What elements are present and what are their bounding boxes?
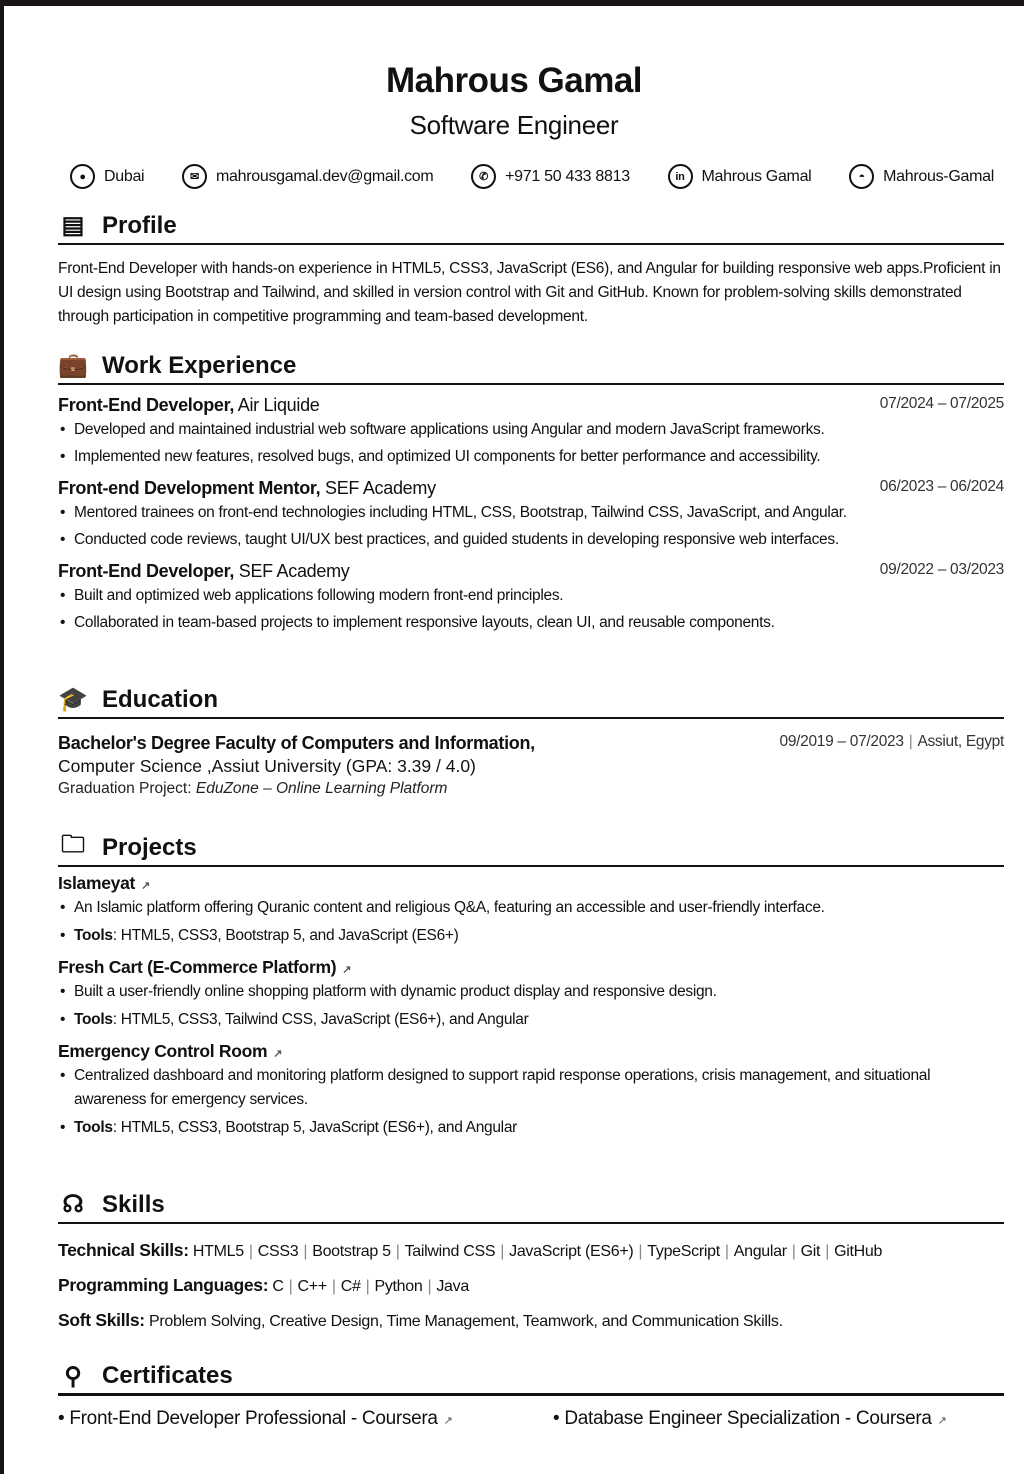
skill-item: C bbox=[272, 1278, 284, 1295]
degree: Bachelor's Degree Faculty of Computers and Information, bbox=[58, 733, 535, 753]
job-title: Front-end Development Mentor, bbox=[58, 478, 321, 498]
tools-value: : HTML5, CSS3, Bootstrap 5, and JavaScript (ES6+) bbox=[112, 927, 459, 944]
job-entry bbox=[58, 478, 1004, 553]
contact-email[interactable]: ✉ mahrousgamal.dev@gmail.com bbox=[182, 164, 433, 189]
skill-item: Git bbox=[800, 1243, 821, 1260]
job-bullet: • Implemented new features, resolved bugs, and optimized UI components for better performance and accessibility. bbox=[58, 443, 1004, 470]
graduation-project-label: Graduation Project: bbox=[58, 780, 192, 797]
project-name[interactable]: Islameyat bbox=[58, 873, 136, 893]
project-entry bbox=[58, 1041, 1004, 1141]
skill-item: TypeScript bbox=[647, 1243, 720, 1260]
project-name[interactable]: Fresh Cart (E-Commerce Platform) bbox=[58, 957, 337, 977]
work-section bbox=[58, 351, 1004, 636]
certificate-icon: ⚲ bbox=[64, 1362, 82, 1390]
skill-label: Programming Languages: bbox=[58, 1275, 269, 1295]
project-tools bbox=[58, 922, 1004, 949]
projects-section bbox=[58, 833, 1004, 1141]
external-link-icon[interactable]: ↗ bbox=[273, 1048, 283, 1060]
linkedin-icon: in bbox=[668, 164, 693, 189]
job-title: Front-End Developer, bbox=[58, 561, 235, 581]
separator: | bbox=[303, 1243, 308, 1260]
external-link-icon[interactable]: ↗ bbox=[937, 1415, 947, 1427]
folder-icon: 🗀 bbox=[61, 831, 85, 858]
tools-value: : HTML5, CSS3, Tailwind CSS, JavaScript (ES6+), and Angular bbox=[112, 1011, 529, 1028]
job-dates: 07/2024 – 07/2025 bbox=[879, 395, 1004, 412]
company: SEF Academy bbox=[325, 478, 436, 498]
tools-label: Tools bbox=[74, 1119, 113, 1136]
section-heading: Certificates bbox=[102, 1362, 233, 1389]
skill-label: Soft Skills: bbox=[58, 1310, 145, 1330]
section-heading: Profile bbox=[102, 211, 177, 239]
project-name[interactable]: Emergency Control Room bbox=[58, 1041, 268, 1061]
job-entry bbox=[58, 561, 1004, 636]
profile-text: Front-End Developer with hands-on experience in HTML5, CSS3, JavaScript (ES6), and Angular for building responsive web apps.Proficient in UI design using Bootstrap and Tailwind, and skilled in version control with Git and GitHub. Known for problem-solving skills demonstrated through participation in competitive programming and team-based development. bbox=[58, 260, 1001, 325]
project-tools bbox=[58, 1114, 1004, 1141]
graduation-project: EduZone – Online Learning Platform bbox=[195, 780, 448, 797]
skill-item: Tailwind CSS bbox=[404, 1243, 496, 1260]
separator: | bbox=[365, 1278, 370, 1295]
education-section: 🎓 Education Bachelor's Degree Faculty of Computers and Information, 09/2019 – 07/2023 | Assiut, Egypt Computer Science ,Assiut University (GPA: 3.39 / 4.0) Graduation Project: EduZone – Online Learning Platform bbox=[58, 685, 1004, 797]
job-bullet: • Collaborated in team-based projects to implement responsive layouts, clean UI, and reusable components. bbox=[58, 609, 1004, 636]
skill-item: Python bbox=[374, 1278, 423, 1295]
certificates-section bbox=[58, 1362, 1004, 1430]
section-heading: Projects bbox=[102, 833, 197, 861]
company: Air Liquide bbox=[237, 395, 320, 415]
contact-linkedin[interactable]: in Mahrous Gamal bbox=[668, 164, 812, 189]
certificate-item[interactable]: • Database Engineer Specialization - Coursera ↗ bbox=[553, 1408, 947, 1429]
tools-label: Tools bbox=[74, 1011, 113, 1028]
contact-github[interactable]: ◓ Mahrous-Gamal bbox=[849, 164, 994, 189]
skill-values: Problem Solving, Creative Design, Time Management, Teamwork, and Communication Skills. bbox=[149, 1313, 783, 1330]
section-heading: Skills bbox=[102, 1190, 165, 1218]
project-entry bbox=[58, 873, 1004, 949]
separator: | bbox=[331, 1278, 336, 1295]
briefcase-icon: 💼 bbox=[58, 352, 88, 379]
separator: | bbox=[248, 1243, 253, 1260]
separator: | bbox=[395, 1243, 400, 1260]
tools-label: Tools bbox=[74, 927, 113, 944]
location-icon: ● bbox=[70, 164, 95, 189]
separator: | bbox=[500, 1243, 505, 1260]
contact-bar bbox=[70, 164, 994, 189]
project-bullet: • An Islamic platform offering Quranic content and religious Q&A, featuring an accessible and user-friendly interface. bbox=[58, 896, 1004, 920]
contact-phone[interactable]: ✆ +971 50 433 8813 bbox=[471, 164, 630, 189]
brain-icon: ☊ bbox=[62, 1191, 84, 1218]
external-link-icon[interactable]: ↗ bbox=[443, 1415, 453, 1427]
skills-section bbox=[58, 1190, 1004, 1345]
profile-section bbox=[58, 211, 1004, 329]
major: Computer Science ,Assiut University (GPA: 3.39 / 4.0) bbox=[58, 756, 476, 776]
skill-item: GitHub bbox=[834, 1243, 883, 1260]
job-dates: 09/2022 – 03/2023 bbox=[879, 561, 1004, 578]
job-title: Front-End Developer, bbox=[58, 395, 235, 415]
id-card-icon: ▤ bbox=[61, 212, 85, 239]
certificate-item[interactable]: • Front-End Developer Professional - Coursera ↗ bbox=[58, 1408, 453, 1429]
external-link-icon[interactable]: ↗ bbox=[342, 964, 352, 976]
programming-languages bbox=[58, 1275, 1004, 1296]
skill-item: Angular bbox=[733, 1243, 787, 1260]
job-entry bbox=[58, 395, 1004, 470]
separator: | bbox=[724, 1243, 729, 1260]
soft-skills bbox=[58, 1310, 1004, 1331]
skill-item: C# bbox=[340, 1278, 361, 1295]
separator: | bbox=[825, 1243, 830, 1260]
phone-icon: ✆ bbox=[471, 164, 496, 189]
skill-item: C++ bbox=[297, 1278, 327, 1295]
job-dates: 06/2023 – 06/2024 bbox=[879, 478, 1004, 495]
project-tools bbox=[58, 1006, 1004, 1033]
skill-item: CSS3 bbox=[257, 1243, 299, 1260]
project-bullet: • Built a user-friendly online shopping platform with dynamic product display and responsive design. bbox=[58, 980, 1004, 1004]
external-link-icon[interactable]: ↗ bbox=[141, 880, 150, 892]
job-bullet: • Conducted code reviews, taught UI/UX best practices, and guided students in developing responsive web interfaces. bbox=[58, 526, 1004, 553]
separator: | bbox=[791, 1243, 796, 1260]
section-heading: Work Experience bbox=[102, 351, 297, 379]
candidate-title: Software Engineer bbox=[409, 110, 619, 140]
skill-item: Bootstrap 5 bbox=[312, 1243, 391, 1260]
github-icon: ◓ bbox=[849, 164, 874, 189]
education-dates: 09/2019 – 07/2023 bbox=[779, 733, 904, 750]
education-location: Assiut, Egypt bbox=[917, 733, 1004, 750]
technical-skills bbox=[58, 1240, 1004, 1261]
project-entry bbox=[58, 957, 1004, 1033]
separator: | bbox=[638, 1243, 643, 1260]
separator: | bbox=[427, 1278, 432, 1295]
graduation-cap-icon: 🎓 bbox=[58, 686, 88, 713]
contact-location: ● Dubai bbox=[70, 164, 144, 189]
tools-value: : HTML5, CSS3, Bootstrap 5, JavaScript (ES6+), and Angular bbox=[112, 1119, 518, 1136]
candidate-name: Mahrous Gamal bbox=[385, 61, 643, 100]
separator: | bbox=[288, 1278, 293, 1295]
skill-item: HTML5 bbox=[192, 1243, 244, 1260]
email-icon: ✉ bbox=[182, 164, 207, 189]
project-bullet: • Centralized dashboard and monitoring platform designed to support rapid response operations, crisis management, and situational awareness for emergency services. bbox=[58, 1064, 1004, 1112]
section-heading: Education bbox=[102, 685, 219, 713]
skill-item: Java bbox=[436, 1278, 469, 1295]
skill-item: JavaScript (ES6+) bbox=[509, 1243, 634, 1260]
skill-label: Technical Skills: bbox=[58, 1240, 189, 1260]
job-bullet: • Built and optimized web applications following modern front-end principles. bbox=[58, 582, 1004, 609]
company: SEF Academy bbox=[238, 561, 350, 581]
job-bullet: • Mentored trainees on front-end technologies including HTML, CSS, Bootstrap, Tailwind CSS, JavaScript, and Angular. bbox=[58, 499, 1004, 526]
job-bullet: • Developed and maintained industrial web software applications using Angular and modern JavaScript frameworks. bbox=[58, 416, 1004, 443]
